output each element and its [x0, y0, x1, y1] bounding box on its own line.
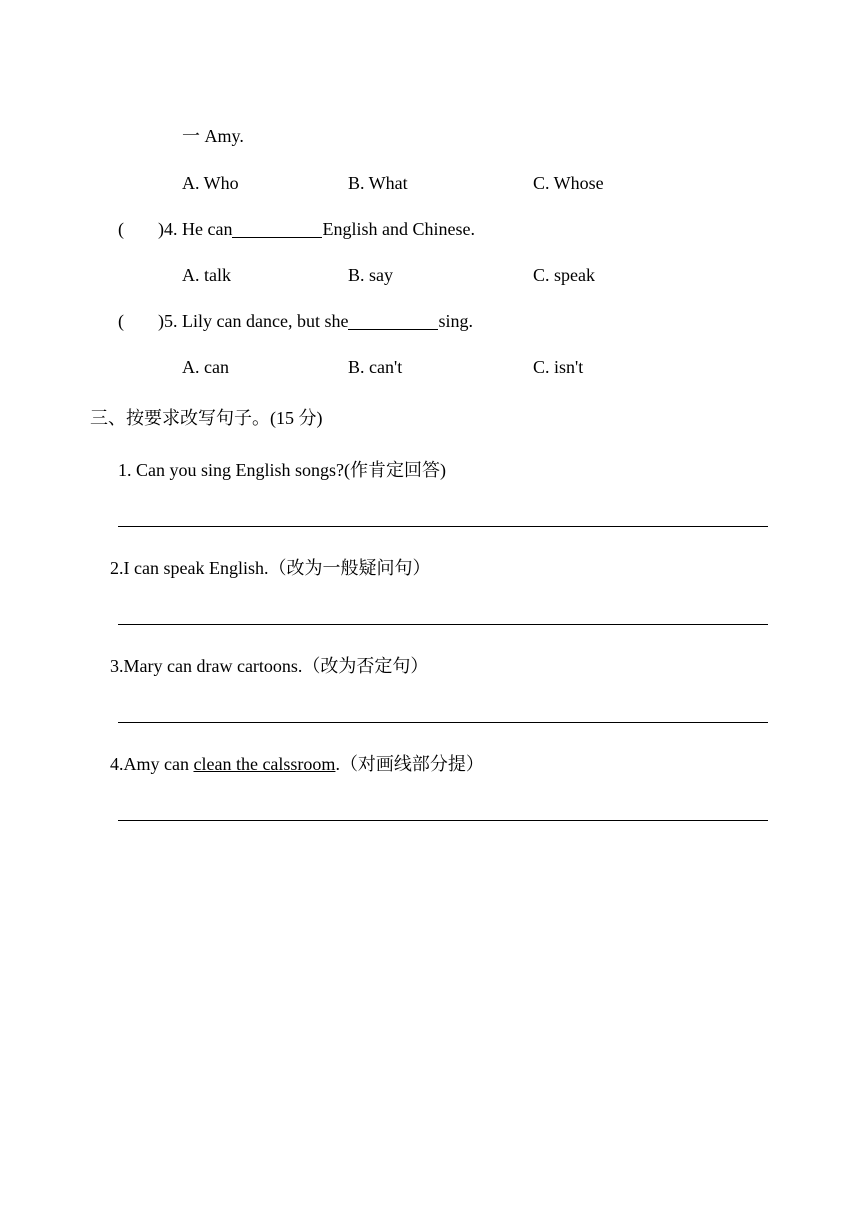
rewrite-item-2: 2.I can speak English.（改为一般疑问句）: [110, 558, 431, 578]
q4-number: 4.: [164, 219, 178, 239]
answer-line-1[interactable]: [118, 526, 768, 527]
q5-option-a: A. can: [182, 357, 229, 377]
q4-text-after: English and Chinese.: [322, 219, 475, 239]
q4-text-before: He can: [182, 219, 233, 239]
q3-option-c: C. Whose: [533, 173, 604, 193]
rewrite-item-4-prefix: 4.Amy can: [110, 754, 194, 774]
q5-text-before: Lily can dance, but she: [182, 311, 349, 331]
q5-text-after: sing.: [438, 311, 473, 331]
q5-paren-close: ): [158, 311, 164, 331]
q5-option-c: C. isn't: [533, 357, 584, 377]
q4-paren-open: (: [118, 219, 124, 239]
section3-title: 三、按要求改写句子。(15 分): [90, 408, 323, 428]
q5-option-b: B. can't: [348, 357, 403, 377]
q4-option-b: B. say: [348, 265, 393, 285]
rewrite-item-4: [110, 750, 484, 776]
q3-option-a: A. Who: [182, 173, 239, 193]
q3-option-b: B. What: [348, 173, 408, 193]
q5-number: 5.: [164, 311, 178, 331]
q4-question: [118, 219, 475, 240]
answer-line-2[interactable]: [118, 624, 768, 625]
rewrite-item-1: 1. Can you sing English songs?(作肯定回答): [118, 460, 446, 480]
q5-paren-open: (: [118, 311, 124, 331]
q5-blank[interactable]: [348, 311, 438, 330]
q3-tail: 一 Amy.: [182, 126, 244, 146]
answer-line-4[interactable]: [118, 820, 768, 821]
q4-option-a: A. talk: [182, 265, 231, 285]
q4-paren-close: ): [158, 219, 164, 239]
rewrite-item-4-underlined: clean the calssroom: [193, 754, 336, 774]
rewrite-item-4-suffix: .（对画线部分提）: [335, 754, 484, 774]
q4-blank[interactable]: [232, 219, 322, 238]
answer-line-3[interactable]: [118, 722, 768, 723]
q4-option-c: C. speak: [533, 265, 595, 285]
q5-question: [118, 311, 473, 332]
rewrite-item-3: 3.Mary can draw cartoons.（改为否定句）: [110, 656, 429, 676]
